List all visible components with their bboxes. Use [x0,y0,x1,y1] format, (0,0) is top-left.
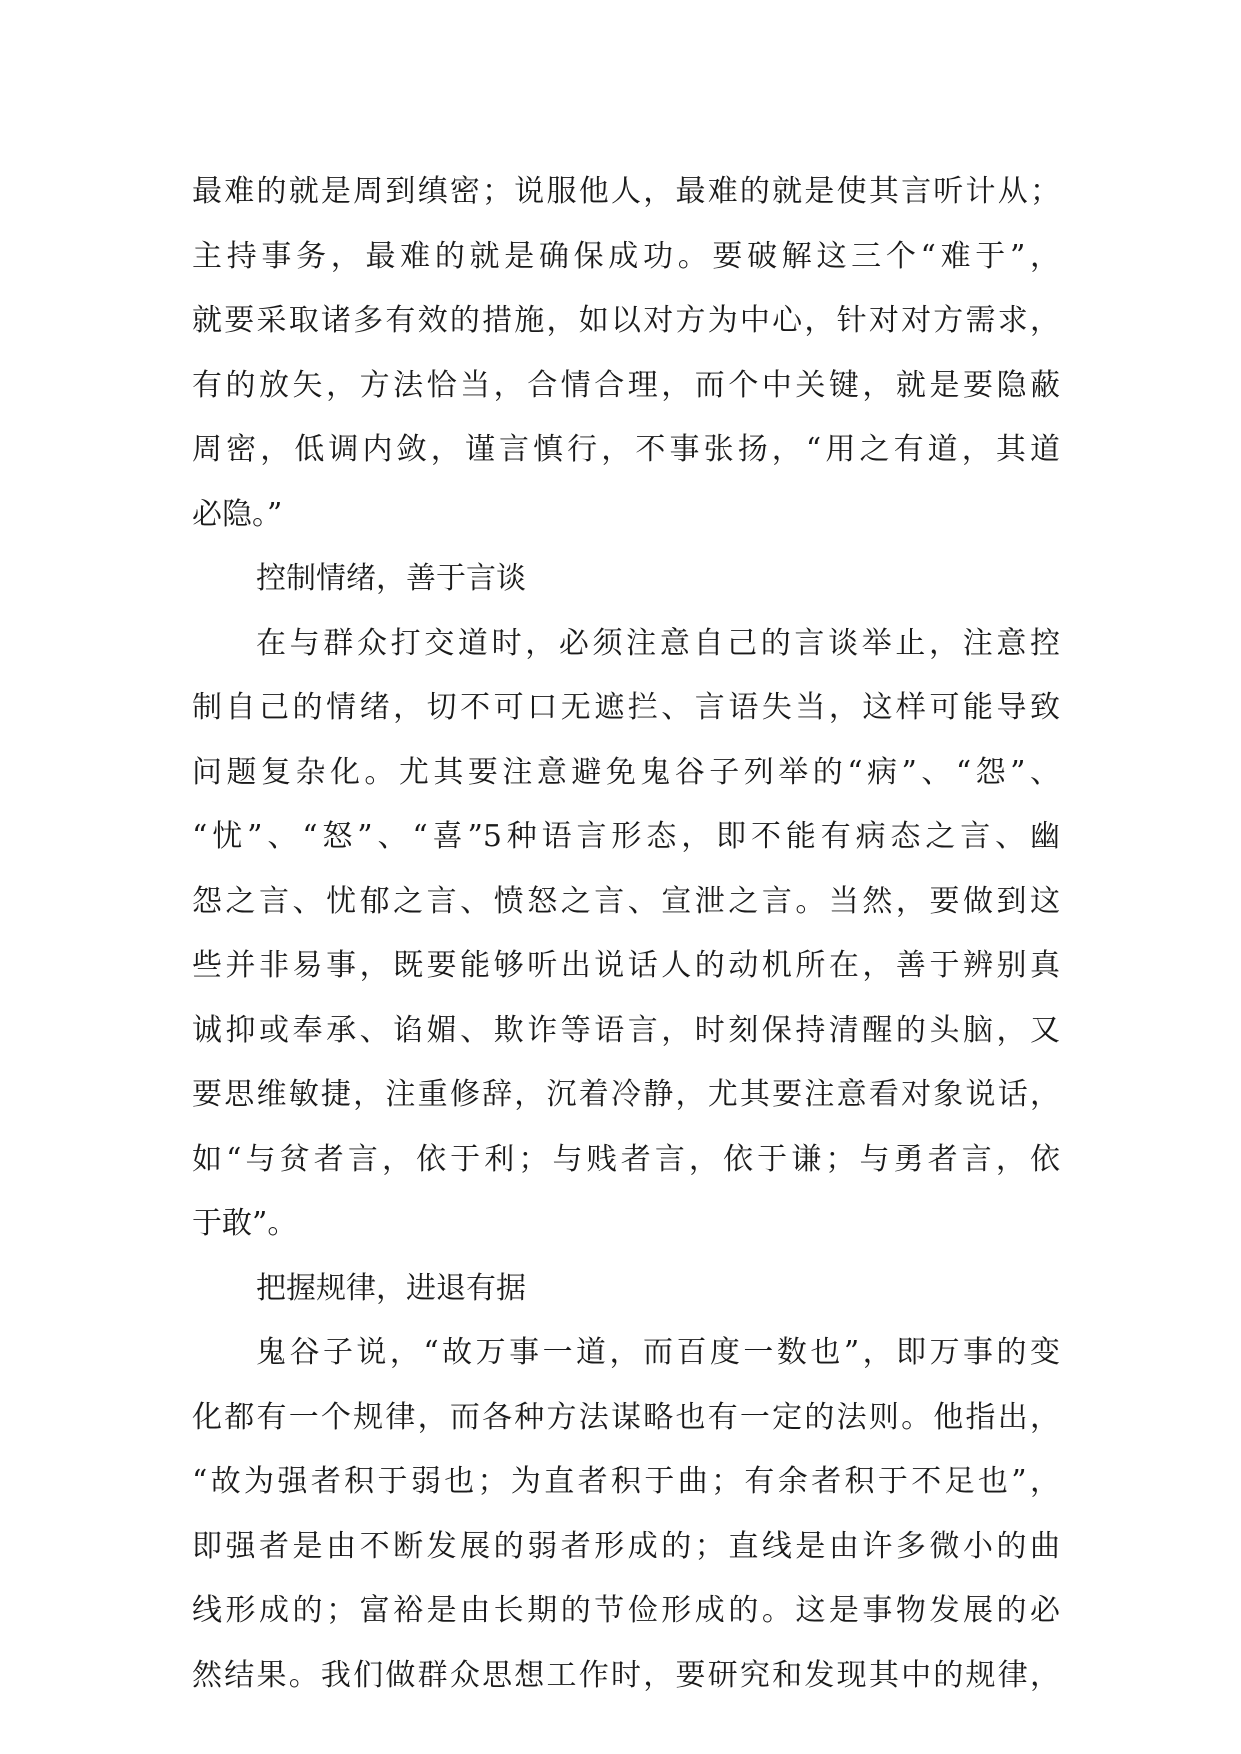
text-line: 线形成的；富裕是由长期的节俭形成的。这是事物发展的必 [192,1593,1060,1628]
paragraph-3 [192,1321,1060,1708]
text-line: 怨之言、忧郁之言、愤怒之言、宣泄之言。当然，要做到这 [192,883,1060,919]
text-line: 诚抑或奉承、谄媚、欺诈等语言，时刻保持清醒的头脑，又 [192,1012,1060,1048]
text-line: 必隐。” [192,496,283,532]
text-line: 然结果。我们做群众思想工作时，要研究和发现其中的规律， [192,1657,1060,1693]
text-line: “忧”、“怒”、“喜”5种语言形态，即不能有病态之言、幽 [192,819,1060,854]
document-body [192,160,1060,1708]
text-line: “故为强者积于弱也；为直者积于曲；有余者积于不足也”， [192,1464,1060,1499]
paragraph-2 [192,612,1060,1257]
text-line: 制自己的情绪，切不可口无遮拦、言语失当，这样可能导致 [192,690,1060,725]
section-heading-1: 控制情绪，善于言谈 [256,561,526,596]
text-line: 主持事务，最难的就是确保成功。要破解这三个“难于”， [192,238,1060,274]
text-line: 即强者是由不断发展的弱者形成的；直线是由许多微小的曲 [192,1528,1060,1564]
text-line: 要思维敏捷，注重修辞，沉着冷静，尤其要注意看对象说话， [192,1077,1060,1112]
text-line: 在与群众打交道时，必须注意自己的言谈举止，注意控 [256,625,1060,661]
text-line: 些并非易事，既要能够听出说话人的动机所在，善于辨别真 [192,948,1060,983]
text-line: 化都有一个规律，而各种方法谋略也有一定的法则。他指出， [192,1399,1060,1435]
text-line: 鬼谷子说，“故万事一道，而百度一数也”，即万事的变 [256,1335,1060,1370]
section-heading-2: 把握规律，进退有据 [256,1270,526,1306]
text-line: 于敢”。 [192,1206,298,1241]
text-line: 如“与贫者言，依于利；与贱者言，依于谦；与勇者言，依 [192,1141,1060,1177]
text-line: 周密，低调内敛，谨言慎行，不事张扬，“用之有道，其道 [192,432,1060,467]
text-line: 就要采取诸多有效的措施，如以对方为中心，针对对方需求， [192,303,1060,338]
text-line: 最难的就是周到缜密；说服他人，最难的就是使其言听计从； [192,174,1060,209]
text-line: 问题复杂化。尤其要注意避免鬼谷子列举的“病”、“怨”、 [192,754,1060,790]
paragraph-1 [192,160,1060,547]
text-line: 有的放矢，方法恰当，合情合理，而个中关键，就是要隐蔽 [192,367,1060,403]
